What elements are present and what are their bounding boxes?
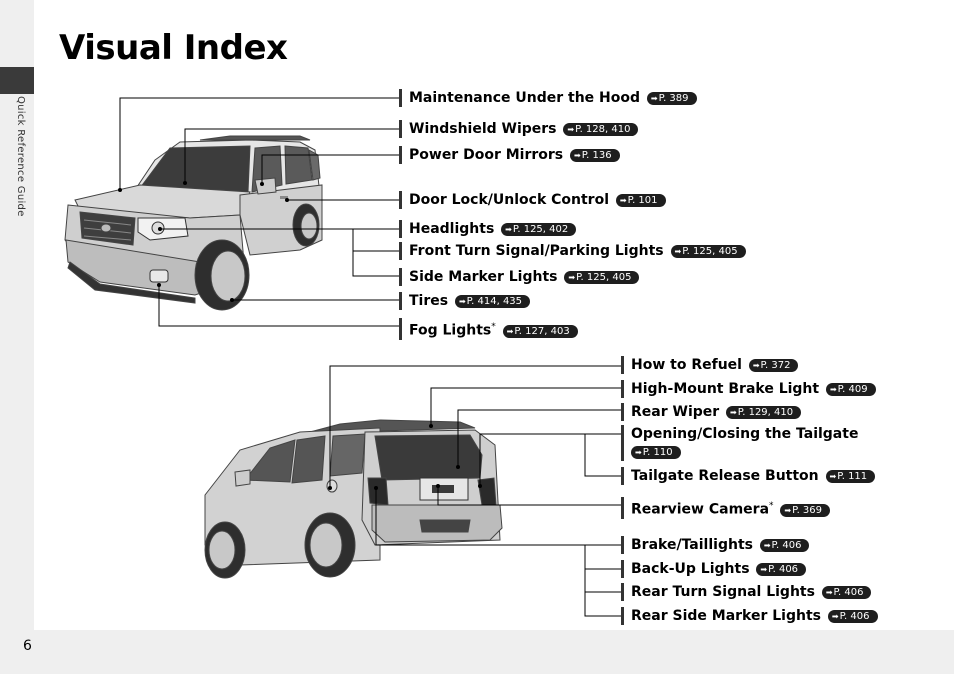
page-ref-link[interactable]: ➡P. 125, 402 xyxy=(501,223,576,236)
page-ref-link[interactable]: ➡P. 406 xyxy=(822,586,872,599)
callout-label: Opening/Closing the Tailgate xyxy=(631,426,859,442)
callout-high-mount-brake-light[interactable] xyxy=(621,380,876,398)
callout-label: Tires xyxy=(409,293,449,309)
arrow-right-icon: ➡ xyxy=(825,588,833,597)
optional-equipment-mark: * xyxy=(769,501,774,511)
page-ref-link[interactable]: ➡P. 409 xyxy=(826,383,876,396)
page-title: Visual Index xyxy=(59,28,288,68)
page-ref-link[interactable]: ➡P. 369 xyxy=(780,504,830,517)
arrow-right-icon: ➡ xyxy=(784,505,792,515)
callout-label: High-Mount Brake Light xyxy=(631,381,820,397)
optional-equipment-mark: * xyxy=(491,322,496,332)
page-ref-link[interactable]: ➡P. 372 xyxy=(749,359,799,372)
callout-front-turn-signal[interactable] xyxy=(399,242,746,260)
callout-label: Windshield Wipers xyxy=(409,121,557,137)
callout-side-marker-lights[interactable] xyxy=(399,268,639,286)
page-ref-link[interactable]: ➡P. 129, 410 xyxy=(726,406,801,419)
page-ref-link[interactable]: ➡P. 101 xyxy=(616,194,666,207)
page-ref-link[interactable]: ➡P. 110 xyxy=(631,446,681,459)
callout-label: Headlights xyxy=(409,221,495,237)
arrow-right-icon: ➡ xyxy=(458,297,466,306)
callout-tires[interactable] xyxy=(399,292,530,310)
page-ref-link[interactable]: ➡P. 128, 410 xyxy=(563,123,638,136)
callout-maintenance-under-hood[interactable] xyxy=(399,89,697,107)
arrow-right-icon: ➡ xyxy=(567,125,575,134)
page-ref-link[interactable]: ➡P. 111 xyxy=(826,470,876,483)
page-ref-link[interactable]: ➡P. 406 xyxy=(756,563,806,576)
callout-label: Rear Wiper xyxy=(631,404,720,420)
arrow-right-icon: ➡ xyxy=(831,612,839,621)
callout-label: Rear Side Marker Lights xyxy=(631,608,821,624)
callout-power-door-mirrors[interactable] xyxy=(399,146,620,164)
page-ref-link[interactable]: ➡P. 136 xyxy=(570,149,620,162)
front-suv-illustration xyxy=(65,136,322,310)
page-ref-link[interactable]: ➡P. 125, 405 xyxy=(671,245,746,258)
arrow-right-icon: ➡ xyxy=(635,448,642,457)
callout-brake-taillights[interactable] xyxy=(621,536,809,554)
callout-headlights[interactable] xyxy=(399,220,576,238)
callout-back-up-lights[interactable] xyxy=(621,560,806,578)
page-ref-link[interactable]: ➡P. 125, 405 xyxy=(564,271,639,284)
callout-door-lock-unlock[interactable] xyxy=(399,191,666,209)
arrow-right-icon: ➡ xyxy=(763,541,771,550)
arrow-right-icon: ➡ xyxy=(574,151,581,160)
arrow-right-icon: ➡ xyxy=(829,385,837,394)
callout-label: Door Lock/Unlock Control xyxy=(409,192,610,208)
arrow-right-icon: ➡ xyxy=(752,361,760,370)
callout-rear-side-marker-lights[interactable] xyxy=(621,607,878,625)
callout-label: Rearview Camera xyxy=(631,501,770,518)
callout-label: Front Turn Signal/Parking Lights xyxy=(409,243,664,259)
section-label: Quick Reference Guide xyxy=(15,96,26,217)
arrow-right-icon: ➡ xyxy=(506,326,514,336)
callout-rear-turn-signal-lights[interactable] xyxy=(621,583,871,601)
page-ref-link[interactable]: ➡P. 127, 403 xyxy=(503,325,578,338)
callout-label: Maintenance Under the Hood xyxy=(409,90,641,106)
callout-rear-wiper[interactable] xyxy=(621,403,801,421)
callout-label: Side Marker Lights xyxy=(409,269,558,285)
callout-label: Rear Turn Signal Lights xyxy=(631,584,815,600)
page-number: 6 xyxy=(23,638,32,654)
callout-rearview-camera[interactable] xyxy=(621,497,830,519)
arrow-right-icon: ➡ xyxy=(730,408,737,417)
callout-fog-lights[interactable] xyxy=(399,318,578,340)
callout-label: Fog Lights xyxy=(409,322,492,339)
page-ref-link[interactable]: ➡P. 414, 435 xyxy=(455,295,530,308)
rear-suv-illustration xyxy=(205,420,502,578)
arrow-right-icon: ➡ xyxy=(505,225,512,234)
callout-label: Back-Up Lights xyxy=(631,561,750,577)
callout-label: How to Refuel xyxy=(631,357,742,373)
callout-label: Power Door Mirrors xyxy=(409,147,564,163)
arrow-right-icon: ➡ xyxy=(650,94,658,103)
arrow-right-icon: ➡ xyxy=(829,472,837,481)
callout-label: Brake/Taillights xyxy=(631,537,753,553)
callout-label: Tailgate Release Button xyxy=(631,468,819,484)
arrow-right-icon: ➡ xyxy=(760,565,768,574)
page-ref-link[interactable]: ➡P. 406 xyxy=(828,610,878,623)
arrow-right-icon: ➡ xyxy=(568,273,576,282)
callout-windshield-wipers[interactable] xyxy=(399,120,638,138)
callout-how-to-refuel[interactable] xyxy=(621,356,798,374)
page-ref-link[interactable]: ➡P. 406 xyxy=(760,539,810,552)
arrow-right-icon: ➡ xyxy=(674,247,682,256)
callout-tailgate-release-button[interactable] xyxy=(621,467,875,485)
callout-opening-closing-tailgate[interactable] xyxy=(621,425,858,461)
arrow-right-icon: ➡ xyxy=(619,196,627,205)
page-ref-link[interactable]: ➡P. 389 xyxy=(647,92,697,105)
